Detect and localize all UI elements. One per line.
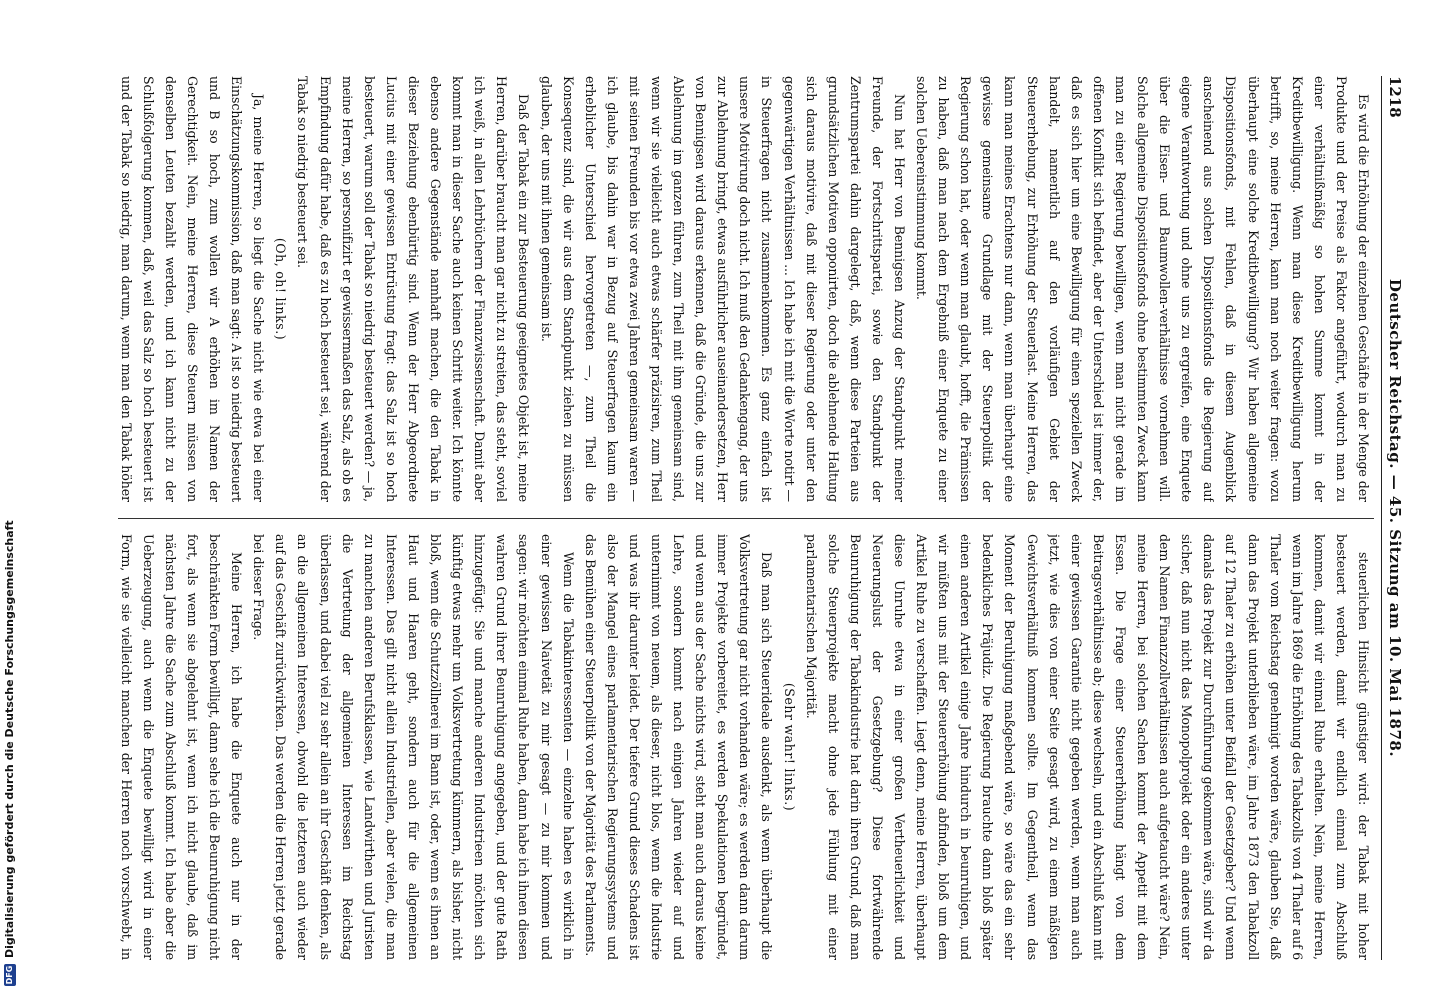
right-column (118, 534, 1374, 960)
credit-text: Digitalisierung gefördert durch die Deutsche Forschungsgemeinschaft (3, 520, 16, 958)
left-column (118, 76, 1374, 502)
paragraph: Ja, meine Herren, so liegt die Sache nicht wie etwa bei einer Einschätzungskommission, daß man sagt: A ist so niedrig besteuert und B so hoch, zum wollen wir A erhöhen im Namen der Gerechtigkeit. Nein, meine Herren, diese Steuern müssen von denselben Leuten bezahlt werden, und ich kann nicht zu der Schlußfolgerung kommen, daß, weil das Salz so hoch besteuert ist und der Tabak so niedrig, man darum, wenn man den Tabak höher (118, 76, 267, 502)
paragraph: Nun hat Herr von Bennigsen Anzug der Standpunkt meiner Freunde, der Fortschrittspartei, sowie den Standpunkt der Zentrumspartei dahin dargelegt, daß, wenn diese Parteien aus grundsätzlichen Motiven opponirten, doch die ablehnende Haltung sich daraus motivire, daß mit dieser Regierung oder unter den gegenwärtigen Verhältnissen ... Ich habe ich mit die Worte notirt — in Steuerfragen nicht zusammenkommen. Es ganz einfach ist unsere Motivirung doch nicht. Ich muß den Gedankengang, der uns zur Ablehnung bringt, etwas ausführlicher auseinandersetzen, Herr von Bennigsen wird daraus erkennen, daß die Gründe, die uns zur Ablehnung im ganzen führen, zum Theil mit ihm gemeinsam sind, wenn wir sie vielleicht auch etwas schärfer präzisiren, zum Theil mit seinen Freunden bis vor etwa zwei Jahren gemeinsam waren — ich glaube, bis dahin war in Bezug auf Steuerfragen kaum ein erheblicher Unterschied hervorgetreten —, zum Theil die Konsequenz sind, die wir aus dem Standpunkt ziehen zu müssen glauben, der uns mit ihnen gemeinsam ist. (538, 76, 908, 502)
paragraph: steuerlichen Hinsicht günstiger wird: der Tabak mit hoher besteuert werden, damit wir endlich einmal zum Abschluß kommen, damit wir einmal Ruhe erhalten. Nein, meine Herren, wenn im Jahre 1869 die Erhöhung des Tabakzolls von 4 Thaler auf 6 Thaler vom Reichstag genehmigt worden wäre, glauben Sie, daß dann das Projekt unterblieben wäre, im Jahre 1873 den Tabakzoll auf 12 Thaler zu erhöhen unter Beifall der Gesetzgeber? Und wenn damals das Projekt zur Durchführung gekommen wäre, sind wir da sicher, daß nun nicht das Monopolprojekt oder ein anderes unter dem Namen Finanzzollverhältnissen auch aufgetaucht wäre? Nein, meine Herren, bei solchen Sachen kommt der Appetit mit dem Essen. Die Frage einer Steuererhöhung hängt von dem Beitragsverhältnisse ab; diese wechseln, und ein Abschluß kann mit einer gewissen Garantie nicht gegeben werden, wenn man auch jetzt, wie dies von einer Seite gesagt wird, zu einem mäßigen Gewichtsverhältniß kommen sollte. Im Gegentheil, wenn das Moment der Beruhigung maßgebend wäre, so wäre das ein sehr bedenkliches Präjudiz. Die Regierung brauchte dann bloß später einen anderen Artikel einige Jahre hindurch in beunruhigen, und wir müßten uns mit der Steuererhöhung abfinden, bloß um dem Artikel Ruhe zu verschaffen. Liegt denn, meine Herren, überhaupt diese Unruhe etwa in einer großen Vertheuerlichkeit und Neuerungslust der Gesetzgebung? Diese fortwährende Beunruhigung der Tabakindustrie hat darin ihren Grund, daß man solche Steuerprojekte macht ohne jede Fühlung mit einer parlamentarischen Majorität. (803, 534, 1371, 960)
interjection: (Oh, oh! links.) (273, 237, 289, 341)
page-header (1381, 76, 1408, 960)
column-divider (118, 518, 1374, 519)
paragraph: Daß man sich Steuerideale ausdenkt, als wenn überhaupt die Volksvertretung gar nicht vorhanden wäre; es werden dann darum immer Projekte vorbereitet, es werden Spekulationen begründet, und wenn aus der Sache nichts wird, steht man auch daraus keine Lehre, sondern kommt nach einigen Jahren wieder auf und unternimmt von neuem, als dieser, nicht blos, wenn die Industrie und was ihr darunter leidet. Der tiefere Grund dieses Schadens ist also der Mangel eines parlamentarischen Regierungssystems und das Bemühen einer Steuerpolitik von der Majorität des Parlaments. (582, 534, 775, 960)
scanned-page (110, 48, 1408, 988)
paragraph: Meine Herren, ich habe die Enquete auch nur in der beschränkten Form bewilligt, dann sehe ich die Beunruhigung nicht fort, als wenn sie abgelehnt ist, wenn ich nicht glaube, daß im nächsten Jahre die Sache zum Abschluß kommt. Ich habe aber die Ueberzeugung, auch wenn die Enquete bewilligt wird in einer Form, wie sie vielleicht manchen der Herren noch vorschwebt, in (118, 534, 245, 960)
paragraph: Wenn die Tabakinteressenten — einzelne haben es wirklich in einer gewissen Naivetät zu mir gesagt — zu mir kommen und sagen: wir möchten einmal Ruhe haben, dann habe ich ihnen diesen wahren Grund ihrer Beunruhigung angegeben, und der gute Rath hinzugefügt: Sie und manche anderen Industrieen möchten sich künftig etwas mehr um Volksvertretung kümmern, als bisher, nicht bloß, wenn die Schutzzöllnerei im Bann ist, oder, wenn es ihnen an Haut und Haaren geht, sondern auch für die allgemeinen Interessen. Das gilt nicht allein Industriellen, aber vielen, die man zu manchen anderen Berufsklassen, wie Landwirthen und Juristen die Vertretung der allgemeinen Interessen im Reichstag überlassen, und dabei viel zu sehr allein an ihr Geschäft denken, als an die allgemeinen Interessen, obwohl die letzteren auch wieder auf das Geschäft zurückwirken. Das werden die Herren jetzt gerade bei dieser Frage. (251, 534, 576, 960)
page-number: 1218 (1386, 76, 1404, 118)
paragraph: Es wird die Erhöhung der einzelnen Geschäfte in der Menge der Produkte und der Preise als Faktor angeführt, wodurch man zu einer verhältnißmäßig so hohen Summe kommt in der Kreditbewilligung. Wenn man diese Kreditbewilligung herum betrifft, so, meine Herren, kann man noch weiter fragen: wozu überhaupt eine solche Kreditbewilligung? Wir haben allgemeine Dispositionsfonds, mit Fehlen, daß in diesem Augenblick anscheinend aus solchen Dispositionsfonds die Regierung auf eigene Verantwortung und ohne uns zu ergreifen, eine Enquete über die Eisen- und Baumwollen-verhältnisse vornehmen will. Solche allgemeine Dispositionsfonds ohne bestimmten Zweck kann man zu einer Regierung bewilligen, wenn man nicht gerade im offenen Konflikt sich befindet, aber der Unterschied ist immer der, daß es sich hier um eine Bewilligung für einen speziellen Zweck handelt, namentlich auf den vorläufigen Gebiet der Steuererhebung, zur Erhöhung der Steuerlast. Meine Herren, das kann man meines Erachtens nur dann, wenn man überhaupt eine gewisse gemeinsame Grundlage mit der Steuerpolitik der Regierung schon hat, oder wenn man glaubt, hofft, die Prämissen zu haben, daß man nach dem Ergebniß einer Enquete zu einer solchen Uebereinstimmung kommt. (914, 76, 1371, 502)
dfg-logo-icon: DFG (4, 965, 14, 985)
interjection: (Sehr wahr! links.) (781, 682, 797, 812)
running-title: Deutscher Reichstag. — 45. Sitzung am 10. Mai 1878. (1386, 278, 1404, 758)
paragraph: Daß der Tabak ein zur Besteuerung geeignetes Objekt ist, meine Herren, darüber braucht man gar nicht zu streiten, das steht, soviel ich weiß, in allen Lehrbüchern der Finanzwissenschaft. Damit aber kommt man in dieser Sache auch keinen Schritt weiter. Ich könnte ebenso andere Gegenstände namhaft machen, die den Tabak in dieser Beziehung ebenbürtig sind. Wenn der Herr Abgeordnete Lucius mit einer gewissen Entrüstung fragt: das Salz ist so hoch besteuert, warum soll der Tabak so niedrig besteuert werden? — ja, meine Herren, so personifizirt er gewissermaßen das Salz, als ob es Empfindung dafür habe, daß es zu hoch besteuert sei, während der Tabak so niedrig besteuert sei. (295, 76, 532, 502)
digitization-credit (0, 0, 22, 1000)
